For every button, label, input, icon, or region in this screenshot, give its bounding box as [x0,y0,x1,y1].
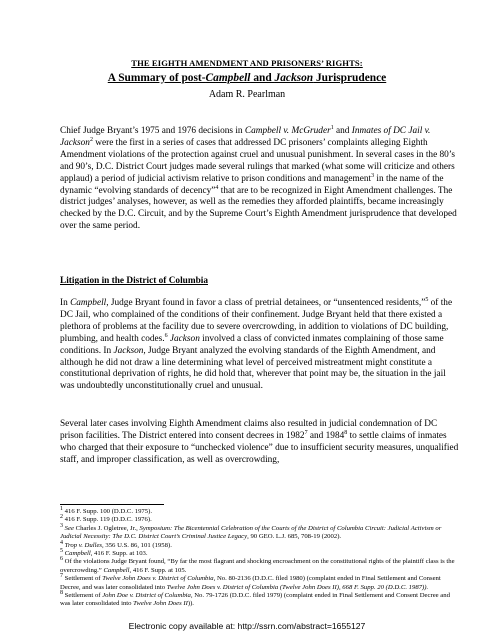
citation: 668 F. Supp. 20 (D.D.C. 1987)). [342,583,429,591]
case-name: John Doe v. District of Columbia [102,592,191,600]
title-line-2 [0,72,494,84]
footnotes [60,505,460,609]
text-run: In [60,298,71,308]
footnote-7 [60,575,460,592]
text-run: involved a class of convicted inmates complaining of those same conditions. In [60,333,444,356]
author: Adam R. Pearlman [208,89,286,100]
footnote-text: , 356 U.S. 86, 101 (1958). [102,541,172,549]
footnote-number: 4 [60,539,63,546]
footnote-ref[interactable]: 7 [304,429,308,436]
case-name: Campbell [70,298,107,308]
text-run: of the DC Jail, who complained of the conditions of their confinement. Judge Bryant held that there existed a plethora of problems at the facility due to severe overcrowding, in addition to violations of DC building, plumbing, and health codes. [60,298,453,344]
text-run: that are to be recognized in Eight Amendment challenges. The district judges’ analyses, however, as well as the remedies they afforded plaintiffs, became increasingly checked by the D.C. Circuit, and by the Supreme Court’s Eighth Amendment jurisprudence that developed over the same period. [60,185,457,232]
text-run: in the name of the dynamic “evolving standards of decency” [60,173,444,196]
text-run: Chief Judge Bryant’s 1975 and 1976 decisions in [60,126,245,136]
footnote-3 [60,522,460,542]
text-run: were the first in a series of cases that addressed DC prisoners’ complaints alleging Eighth Amendment violations of the protection against cruel and unusual punishment. In several cases in the 80’s and 90’s, D.C. District Court judges made several rulings that marked (what some will criticize and others applaud) a period of judicial activism relative to prison conditions and management [60,137,456,184]
footnote-separator [60,504,164,505]
footnote-ref[interactable]: 5 [425,296,429,303]
ssrn-footer[interactable]: Electronic copy available at: http://ssrn.com/abstract=1655127 [128,621,366,631]
footnote-number: 5 [60,547,63,554]
text-run: to settle claims of inmates who charged that their exposure to “unchecked violence” due to insufficient security measures, unqualified staff, and improper classification, as well as overcrowding, [60,430,459,465]
text-run: , Judge Bryant analyzed the evolving standards of the Eighth Amendment, and although he did not draw a line determining what level of perceived mistreatment might constitute a constitutional deprivation of rights, he did hold that, wherever that point may be, the situation in the jail was undoubtedly unconstitutionally cruel and unusual. [60,345,446,392]
footnote-ref[interactable]: 8 [344,429,348,436]
title-case-campbell: Campbell [205,72,251,84]
footnote-text: Settlement of [63,592,103,600]
signal: See [64,524,74,532]
footnote-ref[interactable]: 4 [215,184,219,191]
footnote-number: 7 [60,573,63,580]
footnote-text: , No. 80-2136 (D.D.C. filed 1980) (complaint ended in Final Settlement and Consent Decree, and was later consolidated into [60,575,441,591]
article-title: Symposium: The Bicentennial Celebration of the Courts of the District of Columbia Circuit: Judicial Activism or Judicial Necessity: The D.C. District Court’s Criminal Justice Legacy [60,524,442,541]
footnote-text: 416 F. Supp. 100 (D.D.C. 1975). [63,508,153,515]
text-run: and [333,126,352,136]
footnote-number: 1 [60,505,63,512]
footnote-text: Charles J. Ogletree, Jr., [73,524,140,532]
case-name: Jackson [169,333,200,344]
footnote-text: )). [187,600,194,608]
title-text: and [250,72,275,84]
text-run: Several later cases involving Eighth Amendment claims also resulted in judicial condemnation of DC prison facilities. The District entered into consent decrees in 1982 [60,419,438,441]
footnote-4 [60,539,460,550]
section-heading: Litigation in the District of Columbia [60,276,208,286]
footnote-text: , No. 79-1726 (D.D.C. filed 1979) (complaint ended in Final Settlement and Consent Decree and was later consolidated into [60,592,450,608]
footnote-text: Settlement of [63,575,103,583]
footnote-2 [60,516,460,524]
case-name: Campbell [103,566,130,574]
title-text: Jurisprudence [313,72,387,84]
footnote-text: , 90 GEO. L.J. 685, 708-19 (2002). [247,533,342,541]
case-name: Campbell [64,550,91,558]
footnote-8 [60,589,460,609]
text-run: and 1984 [307,430,345,441]
case-name: Twelve John Does II [133,600,188,608]
footnote-text: 416 F. Supp. 119 (D.D.C. 1976). [63,516,152,524]
footnote-text: , 416 F. Supp. at 105. [129,566,187,574]
footnote-ref[interactable]: 1 [330,124,334,131]
title-case-jackson: Jackson [274,72,314,84]
intro-paragraph [60,126,460,233]
case-name: Campbell v. McGruder [244,126,331,136]
title-line-1: THE EIGHTH AMENDMENT AND PRISONERS’ RIGHTS: [131,58,363,68]
title-text: A Summary of post- [107,72,206,84]
footnote-ref[interactable]: 6 [164,332,168,339]
footnote-text: Of the violations Judge Bryant found, “By far the most flagrant and shocking encroachment on the constitutional rights of the plaintiff class is the overcrowding.” [60,558,455,574]
case-name: Trop v. Dulles [64,541,103,549]
footnote-number: 8 [60,589,63,596]
footnote-text: , 416 F. Supp. at 103. [90,550,148,558]
footnote-ref[interactable]: 2 [89,136,93,143]
footnote-6 [60,558,460,575]
later-cases-paragraph [60,419,460,467]
case-name: Jackson [113,345,144,356]
footnote-text: , [338,583,343,591]
case-name: Twelve John Does v. District of Columbia [102,575,214,583]
footnote-number: 3 [60,522,63,529]
footnote-ref[interactable]: 3 [371,172,375,179]
footnote-number: 6 [60,556,63,563]
text-run: , Judge Bryant found in favor a class of pretrial detainees, or “unsentenced residents,” [106,298,426,308]
campbell-jackson-paragraph [60,298,460,393]
case-name: Inmates of DC Jail v. Jackson [60,126,431,148]
footnote-number: 2 [60,514,63,521]
case-name: Twelve John Does v. District of Columbia (Twelve John Does II) [166,583,339,591]
